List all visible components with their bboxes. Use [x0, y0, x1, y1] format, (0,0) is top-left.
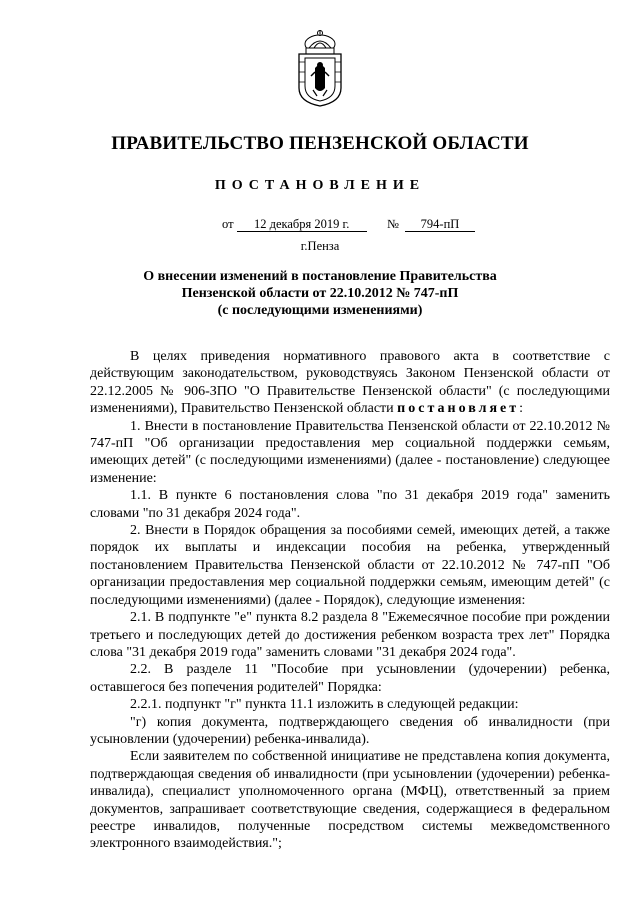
document-date: 12 декабря 2019 г.	[237, 218, 367, 232]
preamble-text: В целях приведения нормативного правового акта в соответствие с действующим законодательством, руководствуясь Законом Пензенской области от 22.12.2005 № 906-ЗПО "О Правительстве Пензенской области" (с последующими изменениями), Правительство Пензенской области	[90, 349, 610, 417]
document-body	[90, 348, 610, 853]
number-sign: №	[386, 217, 399, 231]
paragraph-item-1: 1. Внести в постановление Правительства Пензенской области от 22.10.2012 № 747-пП "Об организации предоставления мер социальной поддержки семьям, имеющих детей" (с последующими изменениями) (далее - постановление) следующее изменение:	[90, 418, 610, 486]
paragraph-item-2-2: 2.2. В разделе 11 "Пособие при усыновлении (удочерении) ребенка, оставшегося без попечения родителей" Порядка:	[90, 662, 610, 695]
date-prefix: от	[222, 217, 234, 231]
subject-line: О внесении изменений в постановление Правительства	[143, 269, 497, 284]
date-number-line	[222, 217, 475, 232]
subject-line: (с последующими изменениями)	[217, 303, 423, 318]
government-title: ПРАВИТЕЛЬСТВО ПЕНЗЕНСКОЙ ОБЛАСТИ	[111, 133, 529, 154]
coat-of-arms-emblem	[293, 28, 347, 108]
city: г.Пенза	[300, 239, 340, 253]
document-number: 794-пП	[405, 218, 475, 232]
preamble-colon: :	[519, 401, 524, 417]
paragraph-item-2: 2. Внести в Порядок обращения за пособиями семей, имеющих детей, а также порядок их выплаты и индексации пособия на ребенка, утвержденный постановлением Правительства Пензенской области от 22.10.2012 № 747-пП "Об организации предоставления мер социальной поддержки семьям, имеющим детей" (с последующими изменениями) (далее - Порядок), следующие изменения:	[90, 523, 610, 608]
document-type-title: ПОСТАНОВЛЕНИЕ	[214, 178, 426, 193]
resolves-word: постановляет	[397, 401, 520, 417]
paragraph-item-1-1: 1.1. В пункте 6 постановления слова "по 31 декабря 2019 года" заменить словами "по 31 декабря 2024 года".	[90, 488, 610, 521]
document-subject	[0, 268, 640, 319]
paragraph-item-2-2-1: 2.2.1. подпункт "г" пункта 11.1 изложить в следующей редакции:	[130, 697, 519, 713]
paragraph-quote-continued: Если заявителем по собственной инициативе не представлена копия документа, подтверждающая сведения об инвалидности (при усыновлении (удочерении) ребенка-инвалида), специалист уполномоченного органа (МФЦ), ответственный за прием документов, запрашивает соответствующие сведения, содержащиеся в федеральном реестре инвалидов, полученные посредством системы межведомственного электронного взаимодействия.";	[90, 749, 610, 852]
subject-line: Пензенской области от 22.10.2012 № 747-пП	[181, 286, 459, 301]
paragraph-item-2-1: 2.1. В подпункте "е" пункта 8.2 раздела 8 "Ежемесячное пособие при рождении третьего и последующих детей до достижения ребенком возраста трех лет" Порядка слова "31 декабря 2019 года" заменить словами "31 декабря 2024 года".	[90, 610, 610, 660]
paragraph-quote-g: "г) копия документа, подтверждающего сведения об инвалидности (при усыновлении (удочерении) ребенка-инвалида).	[90, 714, 610, 747]
paragraph-preamble	[90, 348, 610, 418]
